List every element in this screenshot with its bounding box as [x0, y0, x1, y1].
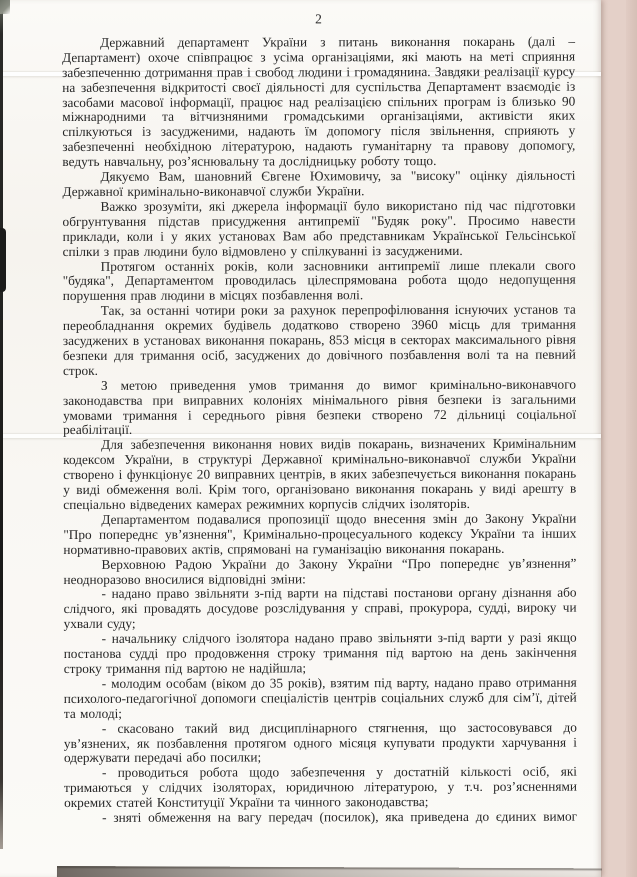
paragraph: Верховною Радою України до Закону України “Про попереднє ув’язнення” неодноразово вносилися відповідні зміни: [63, 555, 577, 587]
list-item: - начальнику слідчого ізолятора надано право звільняти з-під варти у разі якщо постанова судді про продовження строку тримання під вартою на день закінчення строку тримання під вартою не надійшла; [63, 629, 577, 676]
paragraph: З метою приведення умов тримання до вимог кримінально-виконавчого законодавства при виправних колоніях мінімального рівня безпеки із загальними умовами тримання і середнього рівня безпеки створено 72 дільниці соціальної реабілітації. [62, 376, 577, 438]
list-item: - молодим особам (віком до 35 років), взятим під варту, надано право отримання психолого-педагогічної допомоги спеціалістів центрів соціальних служб для сім’ї, дітей та молоді; [63, 674, 577, 721]
paragraph: Протягом останніх років, коли засновники антипремії лише плекали свого "будяка", Департаментом проводилась цілеспрямована робота щодо недопущення порушення прав людини в місцях позбавлення волі. [62, 257, 576, 304]
paragraph: Для забезпечення виконання нових видів покарань, визначених Кримінальним кодексом України, в структурі Державної кримінально-виконавчої служби України створено і функціонує 20 виправних центрів, в яких забезпечується виконання покарань у виді обмеження волі. Крім того, організовано виконання покарань у виді арешту в спеціально відведених камерах режимних корпусів слідчих ізоляторів. [63, 436, 577, 512]
paragraph: Так, за останні чотири роки за рахунок перепрофілювання існуючих установ та переобладнання окремих будівель додатково створено 3960 місць для тримання засуджених в установах виконання покарань, 853 місця в секторах максимального рівня безпеки для тримання осіб, засуджених до довічного позбавлення волі та на певний строк. [62, 301, 576, 378]
paragraph: Державний департамент України з питань виконання покарань (далі – Департамент) охоче співпрацює з усіма організаціями, які мають на меті сприяння забезпеченню дотримання прав і свобод людини і громадянина. Завдяки реалізації курсу на забезпечення відкритості своєї діяльності для суспільства Департамент взаємодіє із засобами масової інформації, працює над реалізацією спільних програм із близько 90 міжнародними та вітчизняними громадськими організаціями, активісти яких спілкуються із засудженими, надають їм допомогу після звільнення, сприяють у забезпеченні необхідною літературою, надають гуманітарну та правову допомогу, ведуть навчальну, роз’яснювальну та дослідницьку роботу тощо. [62, 33, 576, 170]
paragraph: Дякуємо Вам, шановний Євгене Юхимовичу, за "високу" оцінку діяльності Державної кримінально-виконавчої служби України. [62, 167, 576, 199]
scan-left-edge-bulge [0, 228, 6, 292]
list-item: - надано право звільняти з-під варти на підставі постанови органу дізнання або слідчого, які провадять досудове розслідування у справі, прокурора, судді, вироку чи ухвали суду; [63, 585, 577, 632]
paragraph: Департаментом подавалися пропозиції щодо внесення змін до Закону України "Про попереднє ув’язнення", Кримінально-процесуального кодексу України та інших нормативно-правових актів, спрямовані на гуманізацію виконання покарань. [63, 510, 577, 557]
scan-left-edge [0, 0, 3, 849]
list-item: - зняті обмеження на вагу передач (посилок), яка приведена до єдиних вимог [102, 808, 578, 825]
list-item: - проводиться робота щодо забезпечення у достатній кількості осіб, які тримаються у слідчих ізоляторах, юридичною літературою, у т.ч. роз’ясненнями окремих статей Конституції України та чинного законодавства; [64, 763, 578, 811]
scan-bottom-sheet-edge [57, 866, 602, 877]
page-number: 2 [315, 11, 322, 27]
paragraph: Важко зрозуміти, які джерела інформації було використано під час підготовки обгрунтування підстав присудження антипремії "Будяк року". Просимо навести приклади, коли і у яких установах Вам або представникам Української Гельсінської спілки з прав людини було відмовлено у спілкуванні із засудженими. [62, 197, 576, 259]
list-item: - скасовано такий вид дисциплінарного стягнення, що застосовувався до ув’язнених, як позбавлення протягом одного місяця купувати продукти харчування і одержувати передачі або посилки; [63, 719, 577, 766]
scanner-background-edge [626, 0, 637, 877]
scan-corner-mark [0, 0, 10, 14]
document-body [62, 12, 577, 826]
